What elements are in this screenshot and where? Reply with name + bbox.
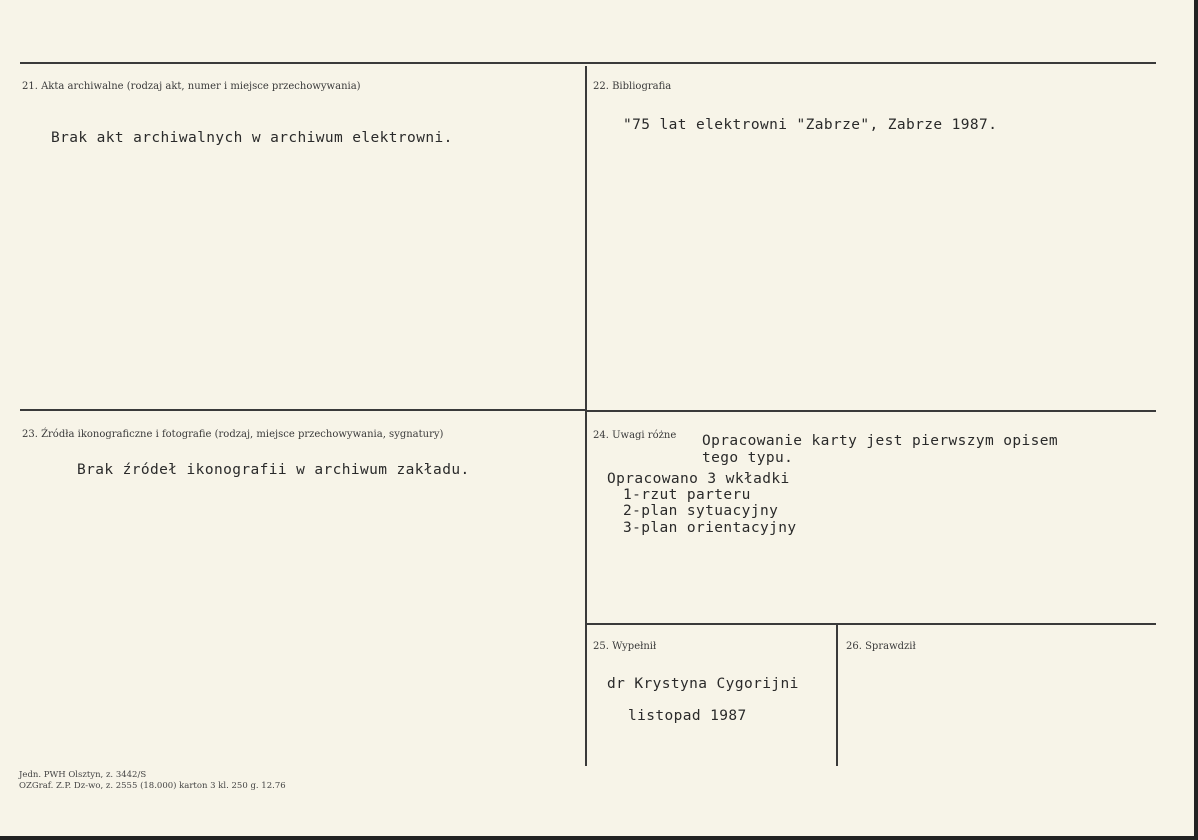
section-24-line-1: Opracowanie karty jest pierwszym opisem (702, 433, 1059, 449)
signature-divider (836, 624, 838, 766)
section-24-line-3: Opracowano 3 wkładki (607, 471, 790, 487)
section-24-line-4: 1-rzut parteru (623, 487, 751, 503)
section-24-line-6: 3-plan orientacyjny (623, 520, 797, 536)
middle-rule-right (587, 410, 1156, 412)
section-23-text: Brak źródeł ikonografii w archiwum zakładu. (77, 462, 470, 478)
section-21-label: 21. Akta archiwalne (rodzaj akt, numer i miejsce przechowywania) (22, 81, 361, 92)
top-rule (20, 62, 1156, 64)
section-23-label: 23. Źródła ikonograficzne i fotografie (rodzaj, miejsce przechowywania, sygnatury) (22, 429, 444, 440)
section-25-label: 25. Wypełnił (593, 641, 657, 652)
section-22-text: "75 lat elektrowni "Zabrze", Zabrze 1987. (623, 117, 998, 133)
footer-line-1: Jedn. PWH Olsztyn, z. 3442/S (19, 770, 147, 780)
section-25-date: listopad 1987 (628, 708, 747, 724)
section-24-line-2: tego typu. (702, 450, 794, 466)
section-24-line-5: 2-plan sytuacyjny (623, 503, 779, 519)
middle-rule-left (20, 409, 585, 411)
footer-line-2: OZGraf. Z.P. Dz-wo, z. 2555 (18.000) karton 3 kl. 250 g. 12.76 (19, 781, 286, 791)
section-25-name: dr Krystyna Cygorijni (607, 676, 799, 692)
section-21-text: Brak akt archiwalnych w archiwum elektrowni. (51, 130, 453, 146)
section-22-label: 22. Bibliografia (593, 81, 672, 92)
signature-rule (587, 623, 1156, 625)
section-24-label: 24. Uwagi różne (593, 430, 677, 441)
center-divider (585, 66, 587, 766)
section-26-label: 26. Sprawdził (846, 641, 916, 652)
